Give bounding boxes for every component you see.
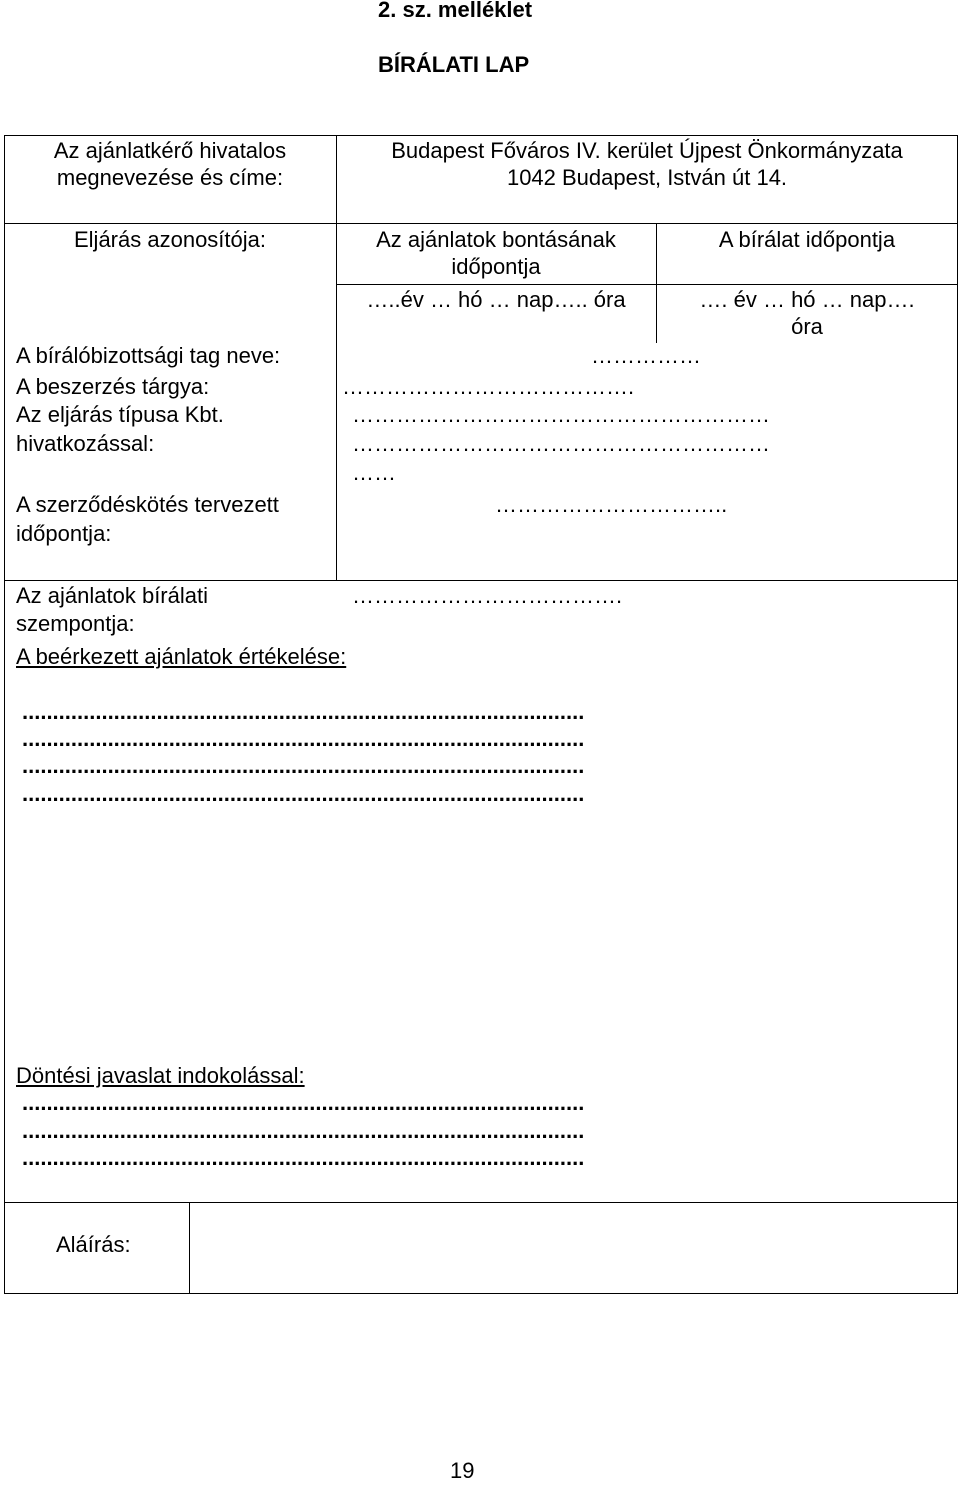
procurement-subject-label: A beszerzés tárgya:	[16, 374, 210, 399]
review-date-value-line2: óra	[791, 314, 823, 339]
decision-dot-line: ............................................................................................	[22, 1090, 585, 1115]
procedure-type-value-line2: …………………………………………………	[352, 431, 770, 456]
procedure-type-label-line1: Az eljárás típusa Kbt.	[16, 402, 224, 427]
row-divider	[336, 284, 958, 285]
opening-date-label-line1: Az ajánlatok bontásának	[376, 227, 616, 252]
row-divider	[4, 223, 958, 224]
table-border-bottom	[4, 1293, 958, 1294]
procedure-type-label-line2: hivatkozással:	[16, 431, 155, 456]
evaluation-dot-line: ............................................................................................	[22, 753, 585, 778]
opening-date-label-line2: időpontja	[451, 254, 541, 279]
contracting-label-line2: megnevezése és címe:	[56, 165, 284, 190]
decision-heading: Döntési javaslat indokolással:	[16, 1063, 305, 1088]
row-divider	[4, 580, 958, 581]
review-date-value-line1: …. év … hó … nap….	[699, 287, 915, 312]
contract-date-label-line2: időpontja:	[16, 521, 112, 546]
criteria-label-line1: Az ajánlatok bírálati	[16, 583, 208, 608]
review-date-label: A bírálat időpontja	[718, 227, 896, 252]
contracting-address: 1042 Budapest, István út 14.	[506, 165, 788, 190]
evaluation-dot-line: ............................................................................................	[22, 726, 585, 751]
criteria-label-line2: szempontja:	[16, 611, 135, 636]
procedure-type-value-line1: …………………………………………………	[352, 402, 770, 427]
procedure-id-label: Eljárás azonosítója:	[74, 227, 266, 252]
page-number: 19	[450, 1458, 475, 1483]
table-border-left	[4, 135, 5, 1294]
page-title: BÍRÁLATI LAP	[378, 52, 530, 77]
signature-label: Aláírás:	[56, 1232, 131, 1257]
decision-dot-line: ............................................................................................	[22, 1118, 585, 1143]
contract-date-label-line1: A szerződéskötés tervezett	[16, 492, 279, 517]
evaluation-heading: A beérkezett ajánlatok értékelése:	[16, 644, 347, 669]
annex-label: 2. sz. melléklet	[378, 0, 533, 22]
contracting-name: Budapest Főváros IV. kerület Újpest Önkormányzata	[391, 138, 903, 163]
decision-dot-line: ............................................................................................	[22, 1145, 585, 1170]
criteria-value: ……………………………….	[352, 583, 623, 608]
procedure-type-value-line3: ……	[352, 460, 396, 485]
evaluation-dot-line: ............................................................................................	[22, 781, 585, 806]
table-border-top	[4, 135, 958, 136]
contracting-label-line1: Az ajánlatkérő hivatalos	[53, 138, 287, 163]
contract-date-value: …………………………..	[495, 492, 728, 517]
procurement-subject-value: ………………………………….	[342, 374, 635, 399]
member-name-value: ……………	[591, 343, 701, 368]
member-name-label: A bírálóbizottsági tag neve:	[16, 343, 281, 368]
opening-date-value: …..év … hó … nap….. óra	[366, 287, 626, 312]
signature-field[interactable]	[190, 1203, 957, 1293]
table-border-right	[957, 135, 958, 1294]
evaluation-dot-line: ............................................................................................	[22, 699, 585, 724]
